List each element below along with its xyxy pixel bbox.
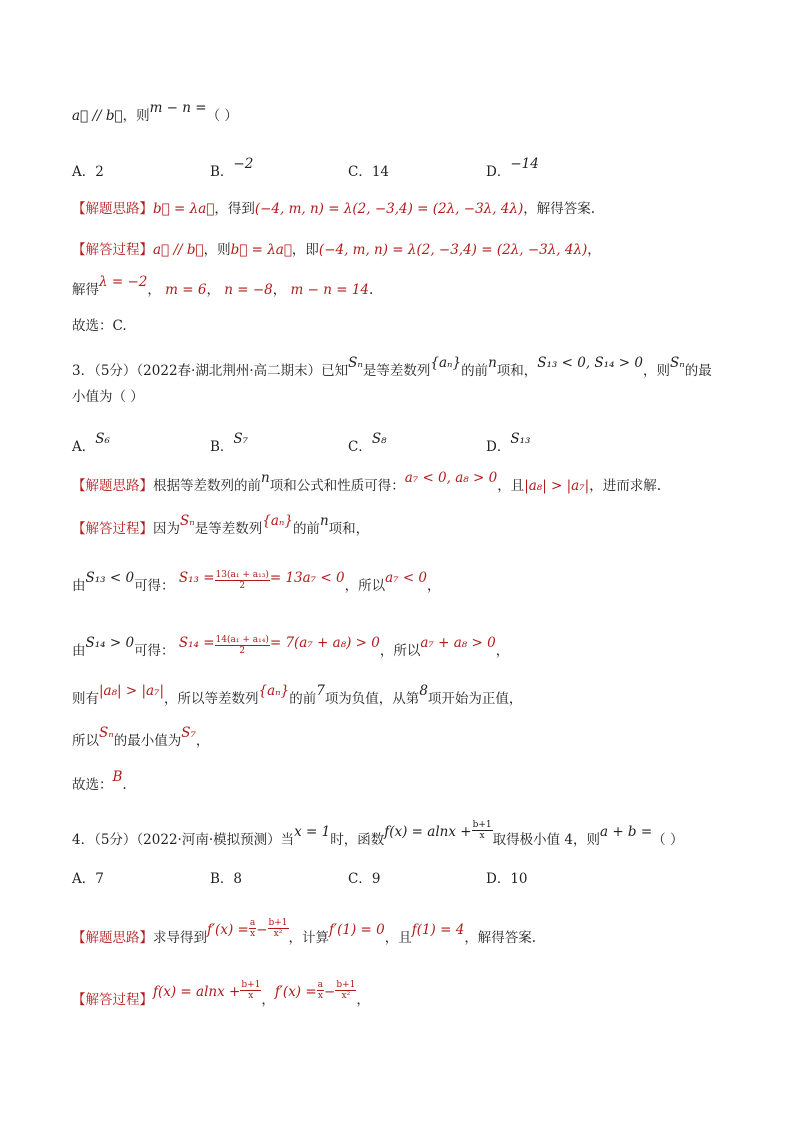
- q3-m-an: {aₙ}: [258, 683, 290, 699]
- q4-t1: 时，函数: [330, 832, 385, 848]
- q2-options-2-value: 14: [371, 164, 390, 180]
- q4-idea-t2: ，计算: [288, 930, 330, 946]
- q3-option-c: [348, 431, 387, 455]
- q3-m-n: n: [488, 355, 497, 371]
- q3-num: 3．（5分）（2022春·湖北荆州·高二期末）已知: [72, 363, 349, 379]
- q3-process: [72, 513, 370, 538]
- q2-stem-math: a⃗ // b⃗: [72, 108, 123, 124]
- q4-idea-f1n: a: [249, 918, 256, 928]
- q3-idea-m2: |a₈| > |a₇|: [524, 478, 590, 494]
- q2-idea: [72, 200, 595, 218]
- q3-c2-res: a₇ + a₈ > 0: [420, 635, 496, 651]
- process-tag: 【解答过程】: [72, 242, 153, 258]
- q3-idea: [72, 470, 661, 495]
- q4-proc-f2d: x: [317, 991, 323, 1001]
- q2-option-b: [210, 156, 254, 180]
- q3-c2-num: 14(a₁ + a₁₄): [215, 635, 269, 645]
- q2-options-3-value: −14: [510, 156, 539, 172]
- q4-idea-m2: f′(1) = 0: [329, 922, 385, 938]
- q3-m-cond: S₁₃ < 0, S₁₄ > 0: [537, 355, 643, 371]
- fraction: [215, 570, 270, 591]
- q2-stem-math2: m − n =: [149, 100, 207, 116]
- q2-idea-t2: ，解得答案.: [523, 201, 596, 217]
- q2-proc-t1: ，则: [203, 242, 231, 258]
- q3-m-n: n: [261, 470, 270, 486]
- q4-proc-f3d: x²: [341, 991, 351, 1001]
- q4-proc-f1d: x: [248, 991, 254, 1001]
- q3-comma: ，: [495, 643, 510, 659]
- q3-option-a: [72, 431, 110, 455]
- q2-options-2-label: C．: [348, 164, 372, 180]
- q3-c4-t2: 的最小值为: [113, 733, 182, 749]
- q4-options-0-label: A．: [72, 871, 96, 887]
- q2-stem: [72, 100, 238, 125]
- q3-c3-m8: 8: [419, 683, 428, 699]
- q2-option-c: [348, 160, 389, 180]
- q2-options-1-value: −2: [233, 156, 254, 172]
- q3-by: 由: [72, 578, 86, 594]
- q3-step-2: [72, 635, 510, 662]
- q2-solve-m3: n = −8: [224, 282, 273, 298]
- q4-proc-m1: f(x) = alnx +: [153, 984, 241, 1000]
- q4-idea-m1: f′(x) =: [207, 922, 249, 938]
- fraction: [215, 635, 270, 656]
- q4-options-1-label: B．: [210, 871, 234, 887]
- q3-ans-t: 故选：: [72, 777, 113, 793]
- q2-option-d: [486, 156, 539, 180]
- q3-proc-t2: 是等差数列: [194, 521, 263, 537]
- q3-c3-t2: ，所以等差数列: [164, 691, 259, 707]
- q3-c1-num: 13(a₁ + a₁₃): [215, 570, 269, 580]
- q2-proc-t3: ，: [587, 242, 601, 258]
- q3-idea-t2: 项和公式和性质可得：: [269, 478, 405, 494]
- q4-idea-t1: 求导得到: [153, 930, 207, 946]
- q3-options-2-value: S₈: [371, 431, 387, 447]
- q3-t3: 项和，: [496, 363, 538, 379]
- q2-end: .: [369, 282, 374, 298]
- q3-t4: ，则: [642, 363, 670, 379]
- q2-solve-t: 解得: [72, 282, 99, 298]
- q4-option-a: [72, 867, 104, 887]
- q3-m-an: {aₙ}: [262, 513, 293, 529]
- q4-proc-end: ，: [356, 992, 370, 1008]
- idea-tag: 【解题思路】: [72, 201, 153, 217]
- q3-c4-m: S₇: [181, 725, 196, 741]
- q4-proc-f3n: b+1: [336, 980, 356, 990]
- q3-stem-line2: 小值为（ ）: [72, 389, 144, 405]
- q2-idea-m1: b⃗ = λa⃗: [153, 201, 215, 217]
- q2-stem-text: ，则: [122, 108, 150, 124]
- q3-c4-t3: ，: [195, 733, 210, 749]
- q4-options-2-value: 9: [371, 871, 381, 887]
- q4-t2: 取得极小值 4，则: [492, 832, 600, 848]
- q3-answer: [72, 769, 127, 794]
- q2-sep: ，: [147, 282, 161, 298]
- q3-by: 由: [72, 643, 86, 659]
- q4-idea-f2d: x²: [273, 929, 283, 939]
- q3-ans-end: .: [122, 777, 127, 793]
- q3-idea-m1: a₇ < 0, a₈ > 0: [404, 470, 498, 486]
- q3-m-Sn: Sₙ: [99, 725, 114, 741]
- q2-process: [72, 241, 601, 259]
- q3-c2-rhs: = 7(a₇ + a₈) > 0: [269, 635, 380, 651]
- q4-options-3-label: D．: [486, 871, 511, 887]
- q3-option-b: [210, 431, 249, 455]
- q2-idea-m2: (−4, m, n) = λ(2, −3,4) = (2λ, −3λ, 4λ): [254, 201, 524, 217]
- q3-c3-m1: |a₈| > |a₇|: [99, 683, 165, 699]
- q3-comma: ，: [427, 578, 441, 594]
- q4-proc-m2: f′(x) =: [274, 984, 317, 1000]
- q4-idea-t3: ，且: [384, 930, 412, 946]
- q3-options-3-value: S₁₃: [510, 431, 531, 447]
- q3-m-n: n: [319, 513, 329, 529]
- q3-idea-t4: ，进而求解.: [589, 478, 661, 494]
- q4-options-1-value: 8: [233, 871, 243, 887]
- q4-m-ab: a + b =: [599, 824, 653, 840]
- q2-proc-t2: ，即: [291, 242, 319, 258]
- q4-proc-minus: −: [324, 984, 336, 1000]
- q3-c2-den: 2: [239, 646, 246, 656]
- q2-options-3-label: D．: [486, 164, 511, 180]
- q2-sep: ，: [272, 282, 287, 298]
- q4-stem: [72, 820, 684, 851]
- q3-m-an: {aₙ}: [430, 355, 462, 371]
- q4-idea-f2n: b+1: [268, 918, 288, 928]
- q4-idea-t4: ，解得答案.: [464, 930, 537, 946]
- q4-num: 4．（5分）（2022·河南·模拟预测）当: [72, 832, 295, 848]
- q4-proc-f2n: a: [317, 980, 324, 990]
- q3-c1-so: ，所以: [344, 578, 386, 594]
- q3-stem: [72, 355, 712, 380]
- q3-proc-t3: 的前: [292, 521, 320, 537]
- q3-c2-lhs: S₁₄ =: [178, 635, 215, 651]
- q3-c3-m7: 7: [316, 683, 325, 699]
- q3-t2: 的前: [461, 363, 489, 379]
- q4-process: [72, 980, 370, 1011]
- q2-solve: [72, 274, 374, 299]
- q4-idea-minus: −: [256, 922, 268, 938]
- q3-c3-t3: 的前: [289, 691, 317, 707]
- q3-c4-t1: 所以: [72, 733, 99, 749]
- q3-c3-t5: 项开始为正值，: [427, 691, 523, 707]
- q2-option-a: [72, 160, 104, 180]
- q4-idea: [72, 918, 537, 949]
- q2-solve-m2: m = 6: [165, 282, 207, 298]
- q3-idea-t3: ，且: [497, 478, 525, 494]
- q4-t3: （ ）: [652, 832, 684, 848]
- q3-options-1-label: B．: [210, 439, 234, 455]
- q3-idea-t1: 根据等差数列的前: [153, 478, 261, 494]
- q2-options-1-label: B．: [210, 164, 234, 180]
- q3-t1: 是等差数列: [362, 363, 431, 379]
- q3-c3-t1: 则有: [72, 691, 99, 707]
- q4-options-3-value: 10: [510, 871, 528, 887]
- q2-stem-paren: （ ）: [206, 108, 238, 124]
- q4-idea-f1d: x: [249, 929, 256, 939]
- q3-c1-t: 可得：: [134, 578, 175, 594]
- q4-m-f: f(x) = alnx +: [384, 824, 472, 840]
- q3-c2-t: 可得：: [134, 643, 175, 659]
- q3-t5: 的最: [684, 363, 712, 379]
- q2-proc-m2: b⃗ = λa⃗: [230, 242, 292, 258]
- q3-options-1-value: S₇: [233, 431, 249, 447]
- q3-proc-t1: 因为: [153, 521, 180, 537]
- q4-option-d: [486, 867, 528, 887]
- q4-f-den: x: [479, 831, 485, 841]
- q3-options-2-label: C．: [348, 439, 372, 455]
- q4-options-2-label: C．: [348, 871, 372, 887]
- q3-step-1: [72, 570, 441, 597]
- q2-proc-m3: (−4, m, n) = λ(2, −3,4) = (2λ, −3λ, 4λ): [318, 242, 588, 258]
- q3-ans-m: B: [112, 769, 123, 785]
- q3-options-3-label: D．: [486, 439, 511, 455]
- q3-proc-t4: 项和，: [328, 521, 370, 537]
- q4-idea-tag: 【解题思路】: [72, 930, 153, 946]
- q2-sep: ，: [206, 282, 220, 298]
- q4-m-x1: x = 1: [294, 824, 331, 840]
- q2-options-0-label: A．: [72, 164, 96, 180]
- q2-answer: 故选：C.: [72, 318, 127, 334]
- q3-option-d: [486, 431, 531, 455]
- q3-m-Sn: Sₙ: [669, 355, 685, 371]
- q2-solve-m4: m − n = 14: [290, 282, 370, 298]
- q4-f-num: b+1: [472, 820, 492, 830]
- q3-options-0-label: A．: [72, 439, 96, 455]
- q2-idea-t1: ，得到: [214, 201, 255, 217]
- q3-proc-tag: 【解答过程】: [72, 521, 153, 537]
- q3-options-0-value: S₆: [95, 431, 110, 447]
- q3-c1-m: S₁₃ < 0: [85, 570, 135, 586]
- q4-option-b: [210, 867, 242, 887]
- q3-c1-res: a₇ < 0: [385, 570, 428, 586]
- q3-c2-m: S₁₄ > 0: [85, 635, 135, 651]
- q2-solve-m1: λ = −2: [99, 274, 148, 290]
- q4-options-0-value: 7: [95, 871, 104, 887]
- q4-proc-sep: ，: [261, 992, 275, 1008]
- q3-step-3: [72, 683, 523, 708]
- q2-proc-m1: a⃗ // b⃗: [153, 242, 204, 258]
- q2-options-0-value: 2: [95, 164, 104, 180]
- q3-step-4: [72, 725, 210, 750]
- q3-c2-so: ，所以: [379, 643, 421, 659]
- q4-idea-m3: f(1) = 4: [411, 922, 465, 938]
- q3-c1-rhs: = 13a₇ < 0: [269, 570, 345, 586]
- q3-c1-den: 2: [239, 581, 246, 591]
- q3-idea-tag: 【解题思路】: [72, 478, 153, 494]
- q4-option-c: [348, 867, 380, 887]
- q3-m-Sn: Sₙ: [348, 355, 363, 371]
- q3-c3-t4: 项为负值，从第: [324, 691, 420, 707]
- q3-c1-lhs: S₁₃ =: [178, 570, 215, 586]
- q4-proc-tag: 【解答过程】: [72, 992, 153, 1008]
- q3-m-Sn: Sₙ: [180, 513, 195, 529]
- q4-proc-f1n: b+1: [241, 980, 261, 990]
